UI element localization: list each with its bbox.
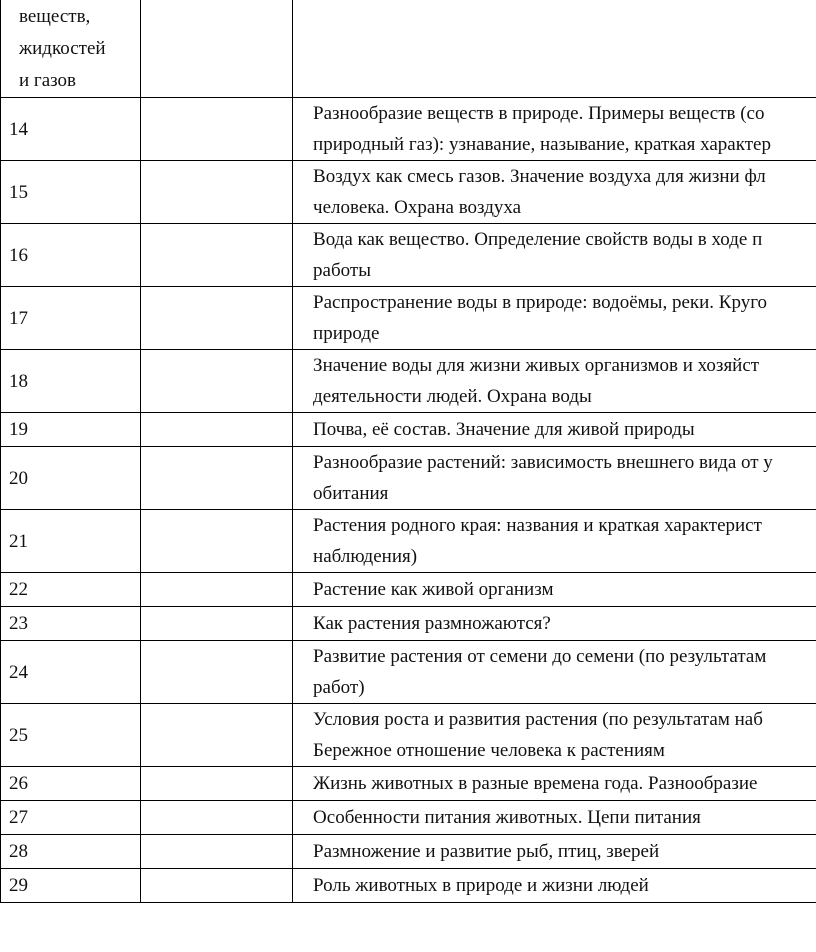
lesson-topic-line: Значение воды для жизни живых организмов и хозяйст (313, 355, 760, 376)
lesson-topic (293, 704, 816, 767)
lesson-topic-line: Растения родного края: названия и краткая характерист (313, 515, 762, 536)
table-row-header-fragment (1, 0, 816, 98)
lesson-number: 21 (1, 510, 141, 573)
empty-cell (141, 447, 293, 510)
lesson-topic-line: Размножение и развитие рыб, птиц, зверей (313, 841, 660, 862)
lesson-number: 28 (1, 835, 141, 869)
table-row (1, 641, 816, 704)
lesson-topic (293, 869, 816, 903)
lesson-number: 23 (1, 607, 141, 641)
lesson-topic (293, 224, 816, 287)
lesson-number: 22 (1, 573, 141, 607)
table-row (1, 510, 816, 573)
lesson-topic-line: природный газ): узнавание, называние, краткая характер (313, 134, 771, 155)
empty-cell (141, 704, 293, 767)
lesson-topic-line: наблюдения) (313, 546, 418, 567)
topic-label-cell (1, 0, 141, 98)
lesson-number: 25 (1, 704, 141, 767)
lesson-number: 27 (1, 801, 141, 835)
lesson-topic-line: обитания (313, 483, 389, 504)
lesson-number: 17 (1, 287, 141, 350)
empty-cell (141, 510, 293, 573)
lesson-number: 20 (1, 447, 141, 510)
lesson-topic-line: человека. Охрана воздуха (313, 197, 522, 218)
lesson-topic-line: Распространение воды в природе: водоёмы, реки. Круго (313, 292, 768, 313)
lesson-topic (293, 767, 816, 801)
lesson-topic (293, 447, 816, 510)
table-row (1, 573, 816, 607)
table-row (1, 835, 816, 869)
topic-label-line: жидкостей (19, 38, 106, 59)
empty-cell (141, 641, 293, 704)
table-row (1, 350, 816, 413)
empty-cell (141, 287, 293, 350)
lesson-number: 15 (1, 161, 141, 224)
lesson-topic-line: Разнообразие растений: зависимость внешнего вида от у (313, 452, 773, 473)
lesson-topic-line: Бережное отношение человека к растениям (313, 740, 665, 761)
empty-cell (293, 0, 816, 98)
lesson-topic (293, 413, 816, 447)
lesson-topic-line: деятельности людей. Охрана воды (313, 386, 592, 407)
lesson-topic-line: Развитие растения от семени до семени (по результатам (313, 646, 767, 667)
lesson-topic (293, 350, 816, 413)
lesson-topic (293, 510, 816, 573)
empty-cell (141, 413, 293, 447)
lesson-topic-line: работы (313, 260, 371, 281)
lesson-topic (293, 801, 816, 835)
table-row (1, 869, 816, 903)
lesson-topic (293, 573, 816, 607)
lesson-topic-line: Условия роста и развития растения (по результатам наб (313, 709, 763, 730)
lesson-topic (293, 835, 816, 869)
empty-cell (141, 98, 293, 161)
lesson-number: 18 (1, 350, 141, 413)
lesson-topic-line: Разнообразие веществ в природе. Примеры веществ (со (313, 103, 765, 124)
table-row (1, 607, 816, 641)
table-row (1, 801, 816, 835)
topic-label-line: веществ, (19, 6, 91, 27)
lesson-topic (293, 641, 816, 704)
empty-cell (141, 0, 293, 98)
table-row (1, 704, 816, 767)
lesson-topic (293, 98, 816, 161)
lesson-topic-line: Жизнь животных в разные времена года. Разнообразие (313, 773, 758, 794)
empty-cell (141, 573, 293, 607)
empty-cell (141, 835, 293, 869)
empty-cell (141, 767, 293, 801)
lesson-topic-line: Особенности питания животных. Цепи питания (313, 807, 701, 828)
empty-cell (141, 161, 293, 224)
lesson-number: 19 (1, 413, 141, 447)
lesson-number: 14 (1, 98, 141, 161)
lesson-topic-line: Роль животных в природе и жизни людей (313, 875, 649, 896)
lesson-topic-line: работ) (313, 677, 365, 698)
table-row (1, 161, 816, 224)
empty-cell (141, 224, 293, 287)
lesson-number: 29 (1, 869, 141, 903)
topic-label-line: и газов (19, 70, 77, 91)
lesson-topic (293, 287, 816, 350)
lesson-number: 26 (1, 767, 141, 801)
table-row (1, 447, 816, 510)
lesson-number: 24 (1, 641, 141, 704)
lesson-topic-line: Почва, её состав. Значение для живой природы (313, 419, 695, 440)
table-row (1, 413, 816, 447)
lesson-topic (293, 607, 816, 641)
lesson-topic-line: Вода как вещество. Определение свойств воды в ходе п (313, 229, 763, 250)
lesson-topic (293, 161, 816, 224)
lesson-topic-line: Воздух как смесь газов. Значение воздуха для жизни фл (313, 166, 766, 187)
empty-cell (141, 801, 293, 835)
lesson-number: 16 (1, 224, 141, 287)
table-row (1, 767, 816, 801)
table-row (1, 224, 816, 287)
empty-cell (141, 350, 293, 413)
lesson-topic-line: Растение как живой организм (313, 579, 554, 600)
empty-cell (141, 607, 293, 641)
table-row (1, 287, 816, 350)
lesson-topic-line: природе (313, 323, 380, 344)
empty-cell (141, 869, 293, 903)
lesson-topic-line: Как растения размножаются? (313, 613, 551, 634)
table-row (1, 98, 816, 161)
